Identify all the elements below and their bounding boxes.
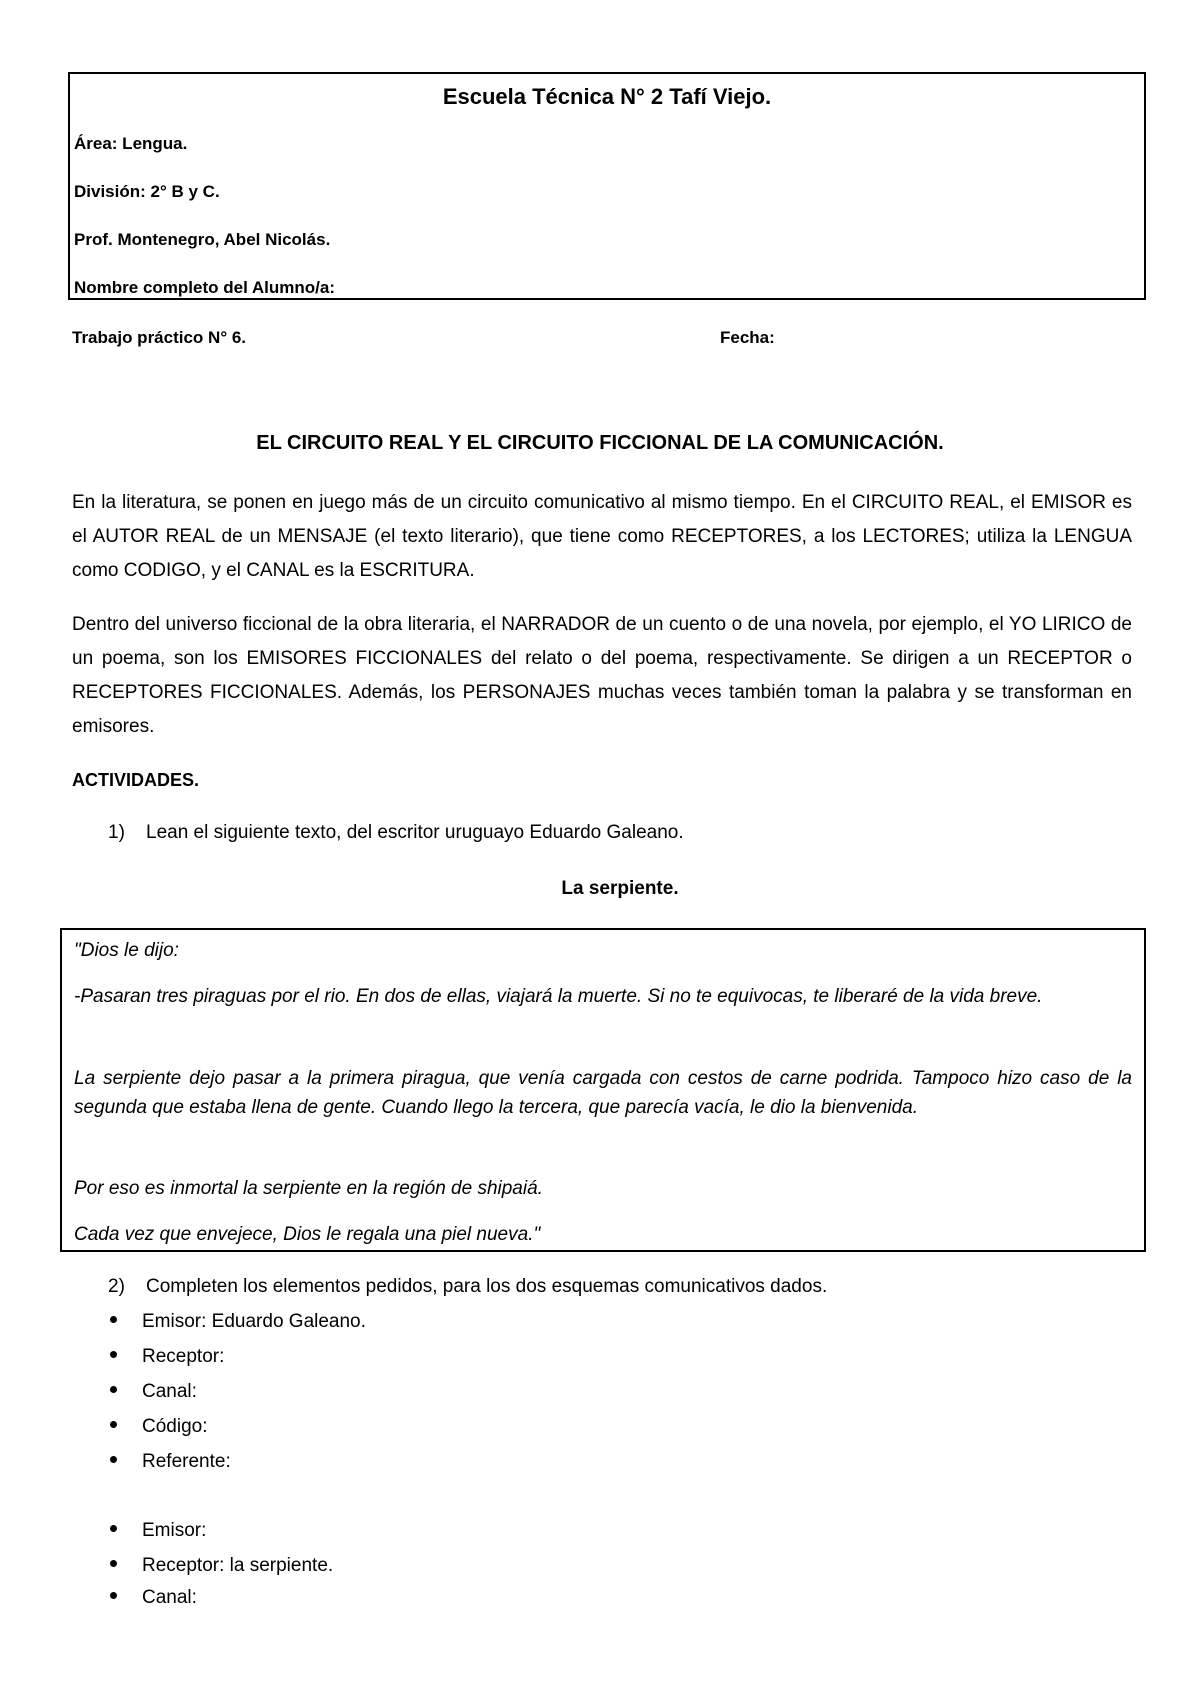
header-box [68,72,1146,300]
activity-number: 1) [108,822,125,843]
list-item-text: Emisor: [142,1520,207,1541]
list-item [108,1416,208,1438]
story-paragraph: Cada vez que envejece, Dios le regala una piel nueva." [74,1224,541,1245]
list-item-text: Referente: [142,1451,231,1472]
story-box [60,928,1146,1252]
bullet-icon [110,1560,117,1567]
activity-item-2 [108,1276,827,1298]
list-item-text: Emisor: Eduardo Galeano. [142,1311,366,1332]
activity-text: Lean el siguiente texto, del escritor uruguayo Eduardo Galeano. [146,822,684,843]
activity-text: Completen los elementos pedidos, para los dos esquemas comunicativos dados. [146,1276,828,1297]
area-line: Área: Lengua. [74,134,188,153]
bullet-icon [110,1421,117,1428]
list-item [108,1311,366,1333]
student-name-line: Nombre completo del Alumno/a: [74,278,336,297]
division-line: División: 2° B y C. [74,182,220,201]
list-item [108,1555,333,1577]
list-item-text: Canal: [142,1381,197,1402]
list-item [108,1587,197,1609]
activity-item-1 [108,822,684,844]
assignment-label: Trabajo práctico N° 6. [72,328,247,347]
bullet-icon [110,1316,117,1323]
story-paragraph: La serpiente dejo pasar a la primera piragua, que venía cargada con cestos de carne podrida. Tampoco hizo caso de la segunda que estaba llena de gente. Cuando llego la tercera, que parecía vacía, le dio la bienvenida. [74,1068,1132,1118]
list-item-text: Receptor: la serpiente. [142,1555,334,1576]
list-item-text: Canal: [142,1587,197,1608]
story-paragraph: "Dios le dijo: [74,940,179,961]
list-item-text: Código: [142,1416,208,1437]
story-paragraph: -Pasaran tres piraguas por el rio. En dos de ellas, viajará la muerte. Si no te equivocas, te liberaré de la vida breve. [74,986,1043,1007]
story-paragraph: Por eso es inmortal la serpiente en la región de shipaiá. [74,1178,543,1199]
bullet-icon [110,1456,117,1463]
school-name: Escuela Técnica N° 2 Tafí Viejo. [442,84,772,109]
bullet-icon [110,1386,117,1393]
professor-line: Prof. Montenegro, Abel Nicolás. [74,230,331,249]
activities-heading: ACTIVIDADES. [72,770,200,790]
list-item [108,1451,231,1473]
list-item [108,1381,197,1403]
list-item [108,1346,224,1368]
paragraph-fictional-circuit: Dentro del universo ficcional de la obra literaria, el NARRADOR de un cuento o de una novela, por ejemplo, el YO LIRICO de un poema, son los EMISORES FICCIONALES del relato o del poema, respectivamente. Se dirigen a un RECEPTOR o RECEPTORES FICCIONALES. Además, los PERSONAJES muchas veces también toman la palabra y se transforman en emisores. [72,614,1132,737]
list-item-text: Receptor: [142,1346,225,1367]
list-item [108,1520,206,1542]
paragraph-real-circuit: En la literatura, se ponen en juego más de un circuito comunicativo al mismo tiempo. En el CIRCUITO REAL, el EMISOR es el AUTOR REAL de un MENSAJE (el texto literario), que tiene como RECEPTORES, a los LECTORES; utiliza la LENGUA como CODIGO, y el CANAL es la ESCRITURA. [72,492,1132,581]
story-title: La serpiente. [561,878,679,899]
bullet-icon [110,1592,117,1599]
bullet-icon [110,1525,117,1532]
activity-number: 2) [108,1276,125,1297]
bullet-icon [110,1351,117,1358]
date-label: Fecha: [720,328,775,347]
page-title: EL CIRCUITO REAL Y EL CIRCUITO FICCIONAL DE LA COMUNICACIÓN. [256,432,944,454]
